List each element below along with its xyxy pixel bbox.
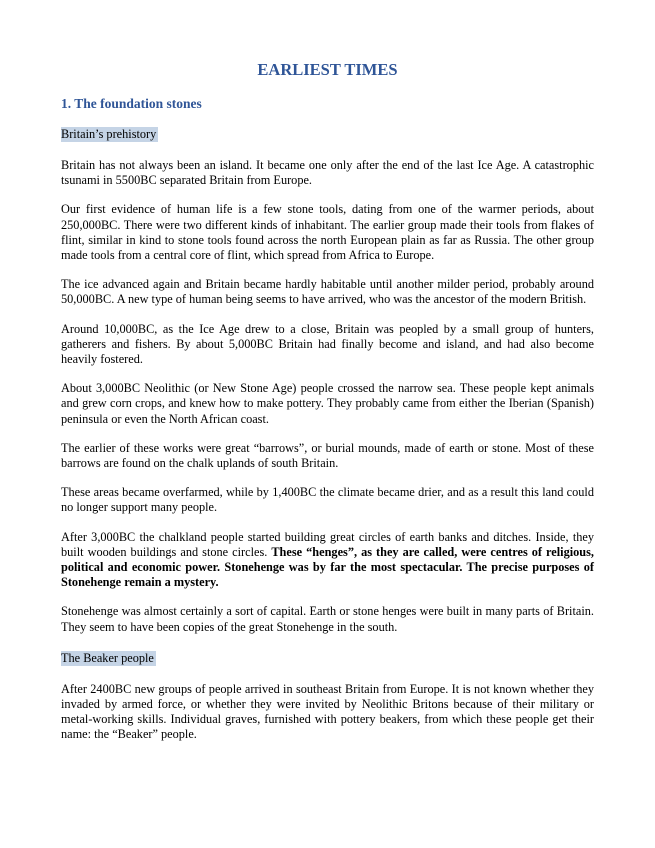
subsection-heading-beaker-people: The Beaker people [61, 650, 154, 665]
subsection-heading-prehistory: Britain’s prehistory [61, 127, 157, 141]
document-title: EARLIEST TIMES [257, 60, 398, 79]
paragraph: The earlier of these works were great “barrows”, or burial mounds, made of earth or stone. Most of these barrows are found on the chalk uplands of south Britain. [61, 440, 594, 471]
section-heading: 1. The foundation stones [61, 96, 202, 111]
paragraph: Stonehenge was almost certainly a sort of capital. Earth or stone henges were built in many parts of Britain. They seem to have been copies of the great Stonehenge in the south. [61, 604, 594, 634]
paragraph: Britain has not always been an island. It became one only after the end of the last Ice Age. A catastrophic tsunami in 5500BC separated Britain from Europe. [61, 158, 594, 188]
subsection-heading-wrap [61, 125, 594, 142]
paragraph-bold-run: These “henges”, as they are called, were centres of religious, political and economic power. Stonehenge was by far the most spectacular. The precise purposes of Stonehenge remain a mystery. [61, 544, 595, 590]
paragraph: Our first evidence of human life is a few stone tools, dating from one of the warmer periods, about 250,000BC. There were two different kinds of inhabitant. The earlier group made their tools from flakes of flint, similar in kind to stone tools found across the north European plain as far as Russia. The other group made tools from a central core of flint, which spread from Africa to Europe. [61, 202, 594, 263]
paragraph-with-bold [61, 530, 594, 591]
document-page [61, 59, 594, 757]
paragraph: After 2400BC new groups of people arrived in southeast Britain from Europe. It is not known whether they invaded by armed force, or whether they were invited by Neolithic Britons because of their military or metal-working skills. Individual graves, furnished with pottery beakers, from which these people get their name: the “Beaker” people. [61, 681, 594, 742]
subsection-heading-wrap [61, 649, 594, 666]
paragraph: About 3,000BC Neolithic (or New Stone Age) people crossed the narrow sea. These people kept animals and grew corn crops, and knew how to make pottery. They probably came from either the Iberian (Spanish) peninsula or even the North African coast. [61, 381, 594, 426]
paragraph: The ice advanced again and Britain became hardly habitable until another milder period, probably around 50,000BC. A new type of human being seems to have arrived, who was the ancestor of the modern British. [61, 277, 594, 307]
paragraph: These areas became overfarmed, while by 1,400BC the climate became drier, and as a result this land could no longer support many people. [61, 485, 594, 515]
paragraph: Around 10,000BC, as the Ice Age drew to a close, Britain was peopled by a small group of hunters, gatherers and fishers. By about 5,000BC Britain had finally become and island, and had also become heavily fostered. [61, 321, 594, 367]
paragraph-text-run: After 3,000BC the chalkland people started building great circles of earth banks and ditches. Inside, they built wooden buildings and stone circles. [61, 529, 594, 559]
